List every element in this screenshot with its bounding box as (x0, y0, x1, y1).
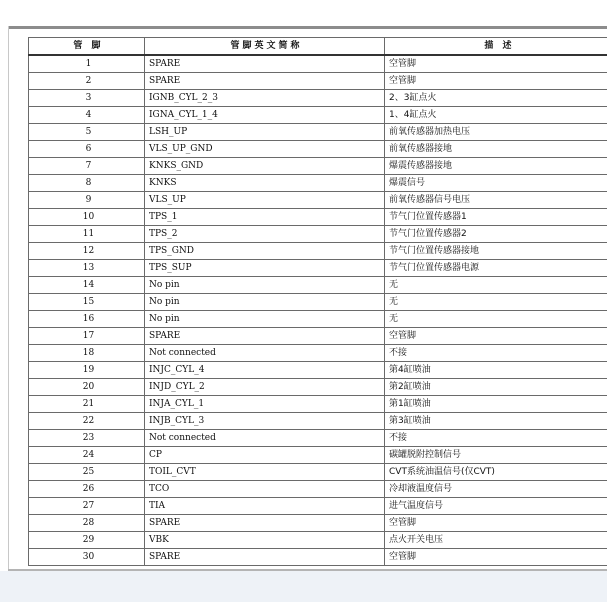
table-row (29, 396, 607, 413)
page-left-border (8, 26, 9, 571)
pin-number-cell: 23 (29, 430, 145, 447)
pin-name-cell: VLS_UP_GND (145, 141, 385, 158)
table-header-row (29, 38, 607, 56)
pin-description-cell: 无 (385, 311, 607, 328)
page-top-border (8, 26, 607, 29)
pin-name-cell: No pin (145, 294, 385, 311)
table-row (29, 55, 607, 73)
pin-name-cell: VBK (145, 532, 385, 549)
header-name: 管脚英文简称 (145, 38, 385, 56)
table-row (29, 124, 607, 141)
pin-description-cell: 前氧传感器加热电压 (385, 124, 607, 141)
pin-name-cell: SPARE (145, 328, 385, 345)
pin-name-cell: KNKS_GND (145, 158, 385, 175)
pin-number-cell: 18 (29, 345, 145, 362)
table-row (29, 175, 607, 192)
table-row (29, 515, 607, 532)
pin-number-cell: 25 (29, 464, 145, 481)
pin-number-cell: 14 (29, 277, 145, 294)
pin-name-cell: TCO (145, 481, 385, 498)
pin-name-cell: TIA (145, 498, 385, 515)
table-row (29, 362, 607, 379)
pin-name-cell: Not connected (145, 345, 385, 362)
table-row (29, 379, 607, 396)
pin-name-cell: CP (145, 447, 385, 464)
table-row (29, 549, 607, 566)
table-row (29, 532, 607, 549)
pin-number-cell: 30 (29, 549, 145, 566)
pin-description-cell: 2、3缸点火 (385, 90, 607, 107)
pin-description-cell: 节气门位置传感器2 (385, 226, 607, 243)
pin-number-cell: 5 (29, 124, 145, 141)
pin-number-cell: 9 (29, 192, 145, 209)
pin-number-cell: 19 (29, 362, 145, 379)
pin-name-cell: TPS_GND (145, 243, 385, 260)
pin-number-cell: 10 (29, 209, 145, 226)
pin-description-cell: 第2缸喷油 (385, 379, 607, 396)
pin-description-cell: 第3缸喷油 (385, 413, 607, 430)
pin-name-cell: VLS_UP (145, 192, 385, 209)
pin-description-cell: 空管脚 (385, 328, 607, 345)
table-row (29, 481, 607, 498)
table-row (29, 90, 607, 107)
pin-number-cell: 16 (29, 311, 145, 328)
table-row (29, 141, 607, 158)
viewer-background (0, 571, 607, 602)
pin-description-cell: 空管脚 (385, 515, 607, 532)
pin-description-cell: 点火开关电压 (385, 532, 607, 549)
pin-name-cell: SPARE (145, 55, 385, 73)
pin-name-cell: INJD_CYL_2 (145, 379, 385, 396)
table-row (29, 294, 607, 311)
pin-description-cell: 节气门位置传感器1 (385, 209, 607, 226)
pin-number-cell: 11 (29, 226, 145, 243)
pin-description-cell: 爆震信号 (385, 175, 607, 192)
pin-number-cell: 28 (29, 515, 145, 532)
table-row (29, 243, 607, 260)
pin-name-cell: No pin (145, 277, 385, 294)
pin-name-cell: TPS_2 (145, 226, 385, 243)
pin-name-cell: Not connected (145, 430, 385, 447)
pin-name-cell: SPARE (145, 549, 385, 566)
table-row (29, 107, 607, 124)
pin-name-cell: INJC_CYL_4 (145, 362, 385, 379)
pin-name-cell: TOIL_CVT (145, 464, 385, 481)
table-row (29, 430, 607, 447)
pin-description-cell: 不接 (385, 345, 607, 362)
pin-number-cell: 6 (29, 141, 145, 158)
pin-description-cell: 无 (385, 277, 607, 294)
pin-name-cell: INJA_CYL_1 (145, 396, 385, 413)
pin-name-cell: IGNB_CYL_2_3 (145, 90, 385, 107)
pin-description-cell: 无 (385, 294, 607, 311)
pin-description-cell: 爆震传感器接地 (385, 158, 607, 175)
pin-number-cell: 8 (29, 175, 145, 192)
table-row (29, 192, 607, 209)
pin-description-cell: 第1缸喷油 (385, 396, 607, 413)
pin-number-cell: 7 (29, 158, 145, 175)
pin-description-cell: 前氧传感器信号电压 (385, 192, 607, 209)
pin-number-cell: 1 (29, 55, 145, 73)
pin-number-cell: 2 (29, 73, 145, 90)
table-row (29, 464, 607, 481)
header-desc: 描 述 (385, 38, 607, 56)
pin-number-cell: 3 (29, 90, 145, 107)
pin-description-cell: 冷却液温度信号 (385, 481, 607, 498)
pin-number-cell: 22 (29, 413, 145, 430)
pin-description-cell: 碳罐脱附控制信号 (385, 447, 607, 464)
pin-name-cell: No pin (145, 311, 385, 328)
pin-number-cell: 12 (29, 243, 145, 260)
pin-number-cell: 4 (29, 107, 145, 124)
pin-description-cell: 空管脚 (385, 549, 607, 566)
pin-description-cell: 空管脚 (385, 73, 607, 90)
pin-name-cell: SPARE (145, 515, 385, 532)
pin-number-cell: 17 (29, 328, 145, 345)
table-row (29, 498, 607, 515)
table-row (29, 413, 607, 430)
pin-table (28, 37, 607, 566)
pin-description-cell: 1、4缸点火 (385, 107, 607, 124)
pin-name-cell: IGNA_CYL_1_4 (145, 107, 385, 124)
pin-description-cell: CVT系统油温信号(仅CVT) (385, 464, 607, 481)
table-row (29, 158, 607, 175)
pin-description-cell: 前氧传感器接地 (385, 141, 607, 158)
table-row (29, 328, 607, 345)
pin-description-cell: 进气温度信号 (385, 498, 607, 515)
table-row (29, 447, 607, 464)
table-row (29, 277, 607, 294)
table-row (29, 226, 607, 243)
pin-name-cell: KNKS (145, 175, 385, 192)
pin-name-cell: SPARE (145, 73, 385, 90)
pin-name-cell: TPS_1 (145, 209, 385, 226)
pin-description-cell: 空管脚 (385, 55, 607, 73)
pin-number-cell: 13 (29, 260, 145, 277)
pin-number-cell: 15 (29, 294, 145, 311)
pin-number-cell: 21 (29, 396, 145, 413)
pin-name-cell: INJB_CYL_3 (145, 413, 385, 430)
table-row (29, 345, 607, 362)
pin-number-cell: 20 (29, 379, 145, 396)
table-row (29, 73, 607, 90)
pin-description-cell: 不接 (385, 430, 607, 447)
table-row (29, 209, 607, 226)
table-row (29, 311, 607, 328)
header-pin: 管 脚 (29, 38, 145, 56)
pin-name-cell: LSH_UP (145, 124, 385, 141)
pin-description-cell: 第4缸喷油 (385, 362, 607, 379)
table-row (29, 260, 607, 277)
pin-description-cell: 节气门位置传感器电源 (385, 260, 607, 277)
pin-name-cell: TPS_SUP (145, 260, 385, 277)
pin-number-cell: 24 (29, 447, 145, 464)
pin-number-cell: 27 (29, 498, 145, 515)
pin-description-cell: 节气门位置传感器接地 (385, 243, 607, 260)
pin-number-cell: 26 (29, 481, 145, 498)
pin-number-cell: 29 (29, 532, 145, 549)
